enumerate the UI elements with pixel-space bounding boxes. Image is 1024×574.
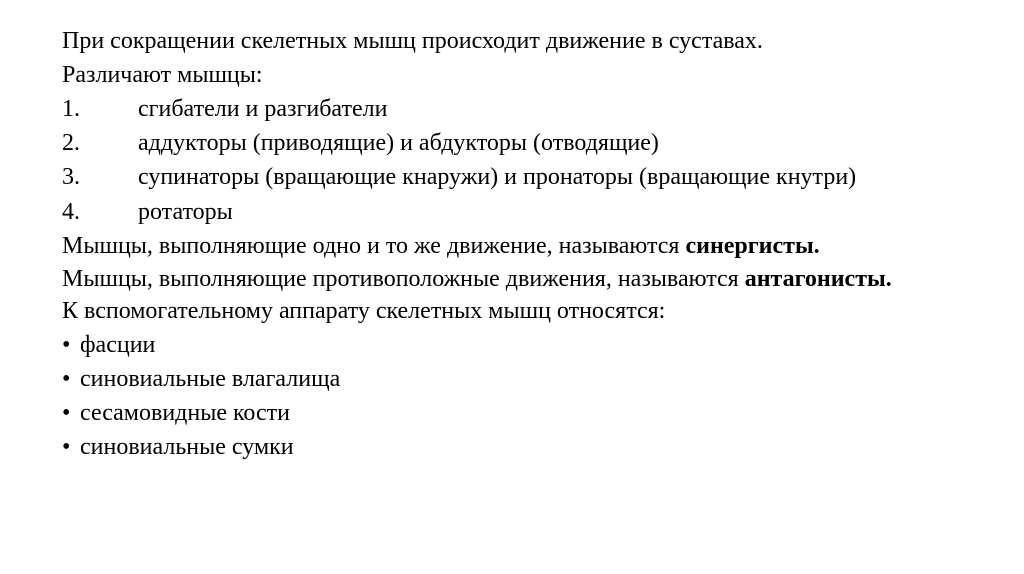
item-number: 3. xyxy=(62,164,80,190)
item-text: сгибатели и разгибатели xyxy=(138,96,388,122)
antagonists-text: Мышцы, выполняющие противоположные движения, называются xyxy=(62,266,745,292)
bullet-item xyxy=(62,400,967,427)
item-number: 2. xyxy=(62,130,80,156)
item-text: ротаторы xyxy=(138,199,233,225)
bullet-icon: • xyxy=(62,332,71,358)
bullet-text: синовиальные влагалища xyxy=(80,366,341,392)
bullet-icon: • xyxy=(62,366,71,392)
bullet-text: сесамовидные кости xyxy=(80,400,291,426)
distinguish-heading: Различают мышцы: xyxy=(62,62,263,88)
numbered-item xyxy=(62,199,967,226)
item-number: 1. xyxy=(62,96,80,122)
bullet-icon: • xyxy=(62,400,71,426)
item-text: аддукторы (приводящие) и абдукторы (отводящие) xyxy=(138,130,659,156)
item-number: 4. xyxy=(62,199,80,225)
bullet-text: фасции xyxy=(80,332,156,358)
item-text: супинаторы (вращающие кнаружи) и пронаторы (вращающие кнутри) xyxy=(138,164,857,190)
antagonists-term: антагонисты. xyxy=(744,266,892,292)
bullet-icon: • xyxy=(62,434,71,460)
synergists-term: синергисты. xyxy=(685,233,820,259)
slide-content xyxy=(62,28,967,468)
bullet-item xyxy=(62,366,967,393)
numbered-item xyxy=(62,164,967,191)
auxiliary-heading: К вспомогательному аппарату скелетных мышц относятся: xyxy=(62,298,666,324)
numbered-item xyxy=(62,130,967,157)
bullet-item xyxy=(62,434,967,461)
numbered-item xyxy=(62,96,967,123)
antagonists-paragraph xyxy=(62,267,967,291)
synergists-paragraph xyxy=(62,233,967,260)
bullet-item xyxy=(62,332,967,359)
synergists-text: Мышцы, выполняющие одно и то же движение, называются xyxy=(62,233,686,259)
intro-paragraph: При сокращении скелетных мышц происходит движение в суставах. xyxy=(62,28,763,54)
bullet-text: синовиальные сумки xyxy=(80,434,294,460)
